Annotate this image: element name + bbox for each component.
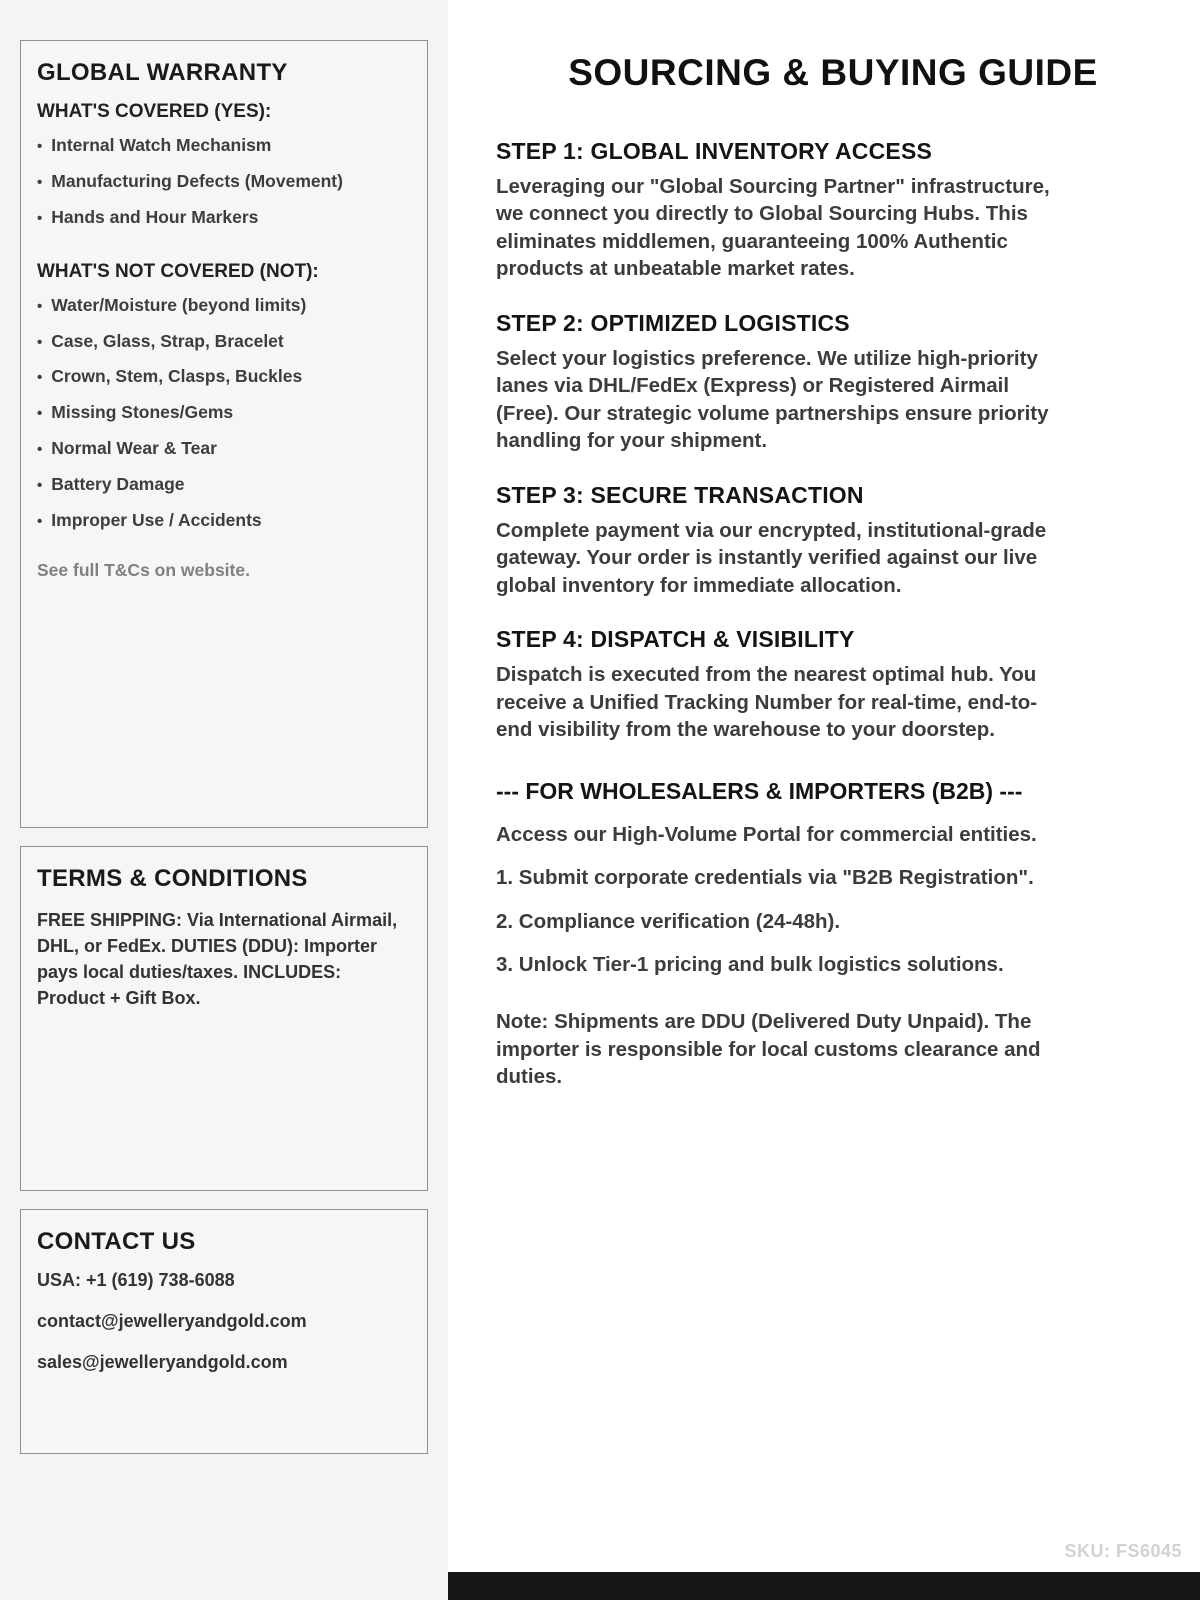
warranty-footnote: See full T&Cs on website. xyxy=(37,559,250,580)
contact-title: CONTACT US xyxy=(37,1228,196,1255)
step-1-body: Leveraging our "Global Sourcing Partner" infrastructure, we connect you directly to Global Sourcing Hubs. This eliminates middlemen, guaranteeing 100% Authentic products at unbeatable market rates. xyxy=(496,175,1050,281)
step-3-section xyxy=(496,482,1170,599)
list-item: • Crown, Stem, Clasps, Buckles xyxy=(37,366,411,388)
list-item: • Water/Moisture (beyond limits) xyxy=(37,295,411,317)
main-content xyxy=(448,0,1200,1600)
page-title: SOURCING & BUYING GUIDE xyxy=(568,52,1098,93)
step-3-heading: STEP 3: SECURE TRANSACTION xyxy=(496,481,864,508)
step-1-section xyxy=(496,138,1170,283)
step-2-body: Select your logistics preference. We utilize high-priority lanes via DHL/FedEx (Express) or Registered Airmail (Free). Our strategic volume partnerships ensure priority handling for your shipment. xyxy=(496,346,1049,453)
warranty-title: GLOBAL WARRANTY xyxy=(37,59,288,86)
list-item: • Internal Watch Mechanism xyxy=(37,135,411,157)
warranty-covered-heading: WHAT'S COVERED (YES): xyxy=(37,101,272,122)
contact-phone: USA: +1 (619) 738-6088 xyxy=(37,1270,235,1290)
warranty-not-covered-heading: WHAT'S NOT COVERED (NOT): xyxy=(37,260,319,282)
step-4-body: Dispatch is executed from the nearest optimal hub. You receive a Unified Tracking Number for real-time, end-to-end visibility from the warehouse to your doorstep. xyxy=(496,663,1038,742)
terms-body: FREE SHIPPING: Via International Airmail, DHL, or FedEx. DUTIES (DDU): Importer pays local duties/taxes. INCLUDES: Product + Gift Box. xyxy=(37,910,398,1009)
step-2-heading: STEP 2: OPTIMIZED LOGISTICS xyxy=(496,309,850,336)
b2b-section xyxy=(496,778,1170,1091)
list-item: • Hands and Hour Markers xyxy=(37,207,411,229)
step-2-section xyxy=(496,310,1170,455)
b2b-item-3: 3. Unlock Tier-1 pricing and bulk logistics solutions. xyxy=(496,952,1004,976)
list-item: • Battery Damage xyxy=(37,474,411,496)
b2b-item-2: 2. Compliance verification (24-48h). xyxy=(496,909,841,933)
step-1-heading: STEP 1: GLOBAL INVENTORY ACCESS xyxy=(496,138,933,164)
list-item: • Missing Stones/Gems xyxy=(37,402,411,424)
sku-label: SKU: FS6045 xyxy=(1064,1541,1182,1561)
b2b-intro: Access our High-Volume Portal for commercial entities. xyxy=(496,822,1037,846)
list-item: • Normal Wear & Tear xyxy=(37,438,411,460)
terms-box xyxy=(20,846,428,1191)
warranty-not-covered-list xyxy=(37,295,411,532)
b2b-item-1: 1. Submit corporate credentials via "B2B Registration". xyxy=(496,866,1034,890)
step-4-section xyxy=(496,626,1170,743)
warranty-covered-list xyxy=(37,135,411,229)
sidebar xyxy=(0,0,448,1600)
step-4-heading: STEP 4: DISPATCH & VISIBILITY xyxy=(496,626,855,653)
contact-box xyxy=(20,1209,428,1454)
b2b-note: Note: Shipments are DDU (Delivered Duty Unpaid). The importer is responsible for local customs clearance and duties. xyxy=(496,1010,1041,1089)
list-item: • Improper Use / Accidents xyxy=(37,510,411,532)
b2b-heading: --- FOR WHOLESALERS & IMPORTERS (B2B) --- xyxy=(496,777,1023,804)
contact-email-primary: contact@jewelleryandgold.com xyxy=(37,1311,307,1331)
bottom-bar xyxy=(448,1572,1200,1600)
step-3-body: Complete payment via our encrypted, institutional-grade gateway. Your order is instantly verified against our live global inventory for immediate allocation. xyxy=(496,518,1047,597)
list-item: • Case, Glass, Strap, Bracelet xyxy=(37,331,411,353)
terms-title: TERMS & CONDITIONS xyxy=(37,865,308,892)
warranty-box xyxy=(20,40,428,828)
contact-email-sales: sales@jewelleryandgold.com xyxy=(37,1352,288,1372)
list-item: • Manufacturing Defects (Movement) xyxy=(37,171,411,193)
